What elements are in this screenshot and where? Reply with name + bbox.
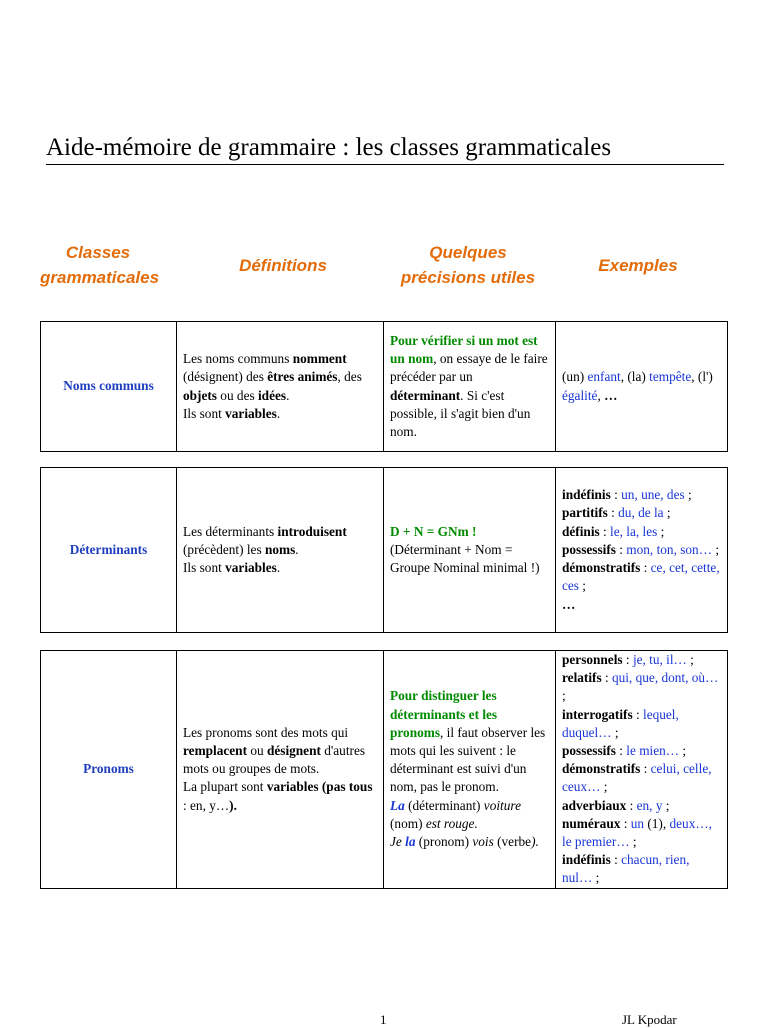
text-run: ). (229, 797, 237, 813)
text-run: est rouge. (425, 815, 478, 831)
text-run: variables (225, 405, 277, 421)
text-run: . (286, 387, 290, 403)
text-run: : (632, 706, 643, 722)
text-run: égalité (562, 387, 598, 403)
text-run: ; (663, 505, 671, 521)
examples-cell (556, 468, 728, 633)
text-run: qui, que, dont, où… (611, 670, 719, 686)
text-run: êtres animés (267, 369, 338, 385)
examples-cell (556, 322, 728, 452)
text-run: possessifs (562, 541, 616, 557)
text-run: . (276, 405, 281, 421)
text-run: relatifs (562, 670, 602, 686)
text-run: Les pronoms sont des mots qui (183, 724, 349, 740)
text-run: (1), (644, 815, 670, 831)
header-definitions: Définitions (239, 256, 327, 275)
text-run: désignent (266, 743, 321, 759)
text-run: démonstratifs (562, 560, 641, 576)
definition-cell (177, 468, 384, 633)
text-run: ou des (216, 387, 258, 403)
text-run: ; (629, 834, 637, 850)
text-run: : (610, 852, 622, 868)
text-run: La (390, 797, 405, 813)
text-run: : (601, 670, 612, 686)
definition-cell (177, 651, 384, 889)
text-run: d'autres mots ou groupes de mots. (183, 743, 366, 777)
text-run: , (la) (620, 369, 650, 385)
text-run: Ils sont (183, 560, 226, 576)
text-run: lequel, duquel… (562, 706, 679, 740)
text-run: indéfinis (562, 852, 611, 868)
page-title: Aide-mémoire de grammaire : les classes grammaticales (46, 132, 724, 165)
text-run: ; (600, 779, 608, 795)
text-run: ; (611, 724, 619, 740)
text-run: partitifs (562, 505, 608, 521)
text-run: , des (337, 369, 362, 385)
text-run: idées (257, 387, 287, 403)
text-run: introduisent (277, 523, 347, 539)
text-run: . Si c'est possible, il s'agit bien d'un nom. (390, 387, 531, 439)
text-run: (désignent) des (183, 369, 268, 385)
precision-cell (384, 322, 556, 452)
header-classes: Classes grammaticales (40, 243, 160, 287)
text-run: , il faut observer les mots qui les suivent : le déterminant est suivi d'un nom, pas le pronom. (390, 724, 546, 795)
class-name-cell: Déterminants (41, 468, 177, 633)
text-run: : (615, 541, 627, 557)
text-run: La plupart sont (183, 779, 267, 795)
text-run: objets (183, 387, 217, 403)
footer-author: JL Kpodar (622, 1012, 677, 1027)
text-run: ; (562, 688, 566, 704)
text-run: interrogatifs (562, 706, 633, 722)
text-run: le, la, les (610, 523, 658, 539)
text-run: (précèdent) les (183, 541, 265, 557)
text-run: ). (531, 834, 539, 850)
text-run: (un) (562, 369, 588, 385)
text-run: ; (592, 870, 600, 886)
text-run: ou (247, 743, 267, 759)
text-run: (nom) (390, 815, 426, 831)
text-run: ce, cet, cette, ces (562, 560, 720, 594)
text-run: : (620, 815, 631, 831)
text-run: … (604, 387, 618, 403)
text-run: mon, ton, son… (626, 541, 712, 557)
text-run: celui, celle, ceux… (562, 761, 712, 795)
table-determinants (40, 467, 728, 633)
text-run: (pronom) (415, 834, 473, 850)
text-run: . (295, 541, 299, 557)
text-run: la (405, 834, 416, 850)
text-run: Je (390, 834, 406, 850)
page-number: 1 (380, 1012, 387, 1027)
text-run: en, y (636, 797, 663, 813)
text-run: un (630, 815, 645, 831)
text-run: ; (679, 743, 687, 759)
text-run: démonstratifs (562, 761, 641, 777)
text-run: : (607, 505, 619, 521)
text-run: : (615, 743, 627, 759)
header-exemples: Exemples (598, 256, 678, 275)
text-run: ; (686, 652, 694, 667)
text-run: remplacent (183, 743, 248, 759)
text-run: chacun, rien, nul… (562, 852, 690, 886)
table-pronoms (40, 650, 728, 889)
text-run: (Déterminant + Nom = Groupe Nominal minimal !) (390, 541, 540, 576)
text-run: tempête (649, 369, 692, 385)
text-run: Pour distinguer les déterminants et les pronoms (390, 688, 498, 740)
text-run: un, une, des (621, 487, 685, 503)
text-run: indéfinis (562, 487, 611, 503)
text-run: . (276, 560, 281, 576)
text-run: définis (562, 523, 600, 539)
text-run: déterminant (390, 387, 461, 403)
text-run: Les déterminants (183, 523, 278, 539)
text-run: ; (578, 578, 587, 594)
class-name-cell: Pronoms (41, 651, 177, 889)
text-run: : (599, 523, 611, 539)
text-run: personnels (562, 652, 623, 667)
text-run: , (597, 387, 605, 403)
text-run: Les noms communs (183, 351, 293, 367)
text-run: , on essaye de le faire précéder par un (390, 351, 548, 385)
text-run: (verbe (493, 834, 532, 850)
text-run: Ils sont (183, 405, 226, 421)
text-run: possessifs (562, 743, 616, 759)
text-run: : en, y… (183, 797, 230, 813)
class-name-cell: Noms communs (41, 322, 177, 452)
text-run: : (626, 797, 637, 813)
text-run: : (622, 652, 633, 667)
text-run: … (562, 596, 576, 612)
text-run: nomment (292, 351, 347, 367)
precision-cell (384, 468, 556, 633)
text-run: Pour vérifier si un mot est un nom (390, 332, 538, 367)
header-precisions: Quelques précisions utiles (400, 243, 536, 287)
text-run: je, tu, il… (632, 652, 687, 667)
text-run: numéraux (562, 815, 621, 831)
text-run: D + N = GNm ! (390, 523, 477, 539)
text-run: : (640, 761, 651, 777)
text-run: deux…, le premier… (562, 815, 712, 850)
text-run: ; (657, 523, 665, 539)
text-run: du, de la (618, 505, 664, 521)
text-run: : (610, 487, 622, 503)
text-run: variables (266, 779, 319, 795)
text-run: variables (225, 560, 277, 576)
text-run: ; (662, 797, 670, 813)
examples-cell (556, 651, 728, 889)
text-run: le mien… (626, 743, 680, 759)
text-run: (déterminant) (404, 797, 484, 813)
text-run: ; (684, 487, 692, 503)
text-run: vois (472, 834, 494, 850)
text-run: (pas tous (321, 779, 373, 795)
table-noms-communs (40, 321, 728, 452)
text-run: enfant (587, 369, 621, 385)
precision-cell (384, 651, 556, 889)
text-run: voiture (483, 797, 521, 813)
text-run: adverbiaux (562, 797, 627, 813)
text-run: noms (264, 541, 296, 557)
text-run: ; (712, 541, 720, 557)
text-run: , (l') (691, 369, 713, 385)
text-run: : (640, 560, 651, 576)
definition-cell (177, 322, 384, 452)
